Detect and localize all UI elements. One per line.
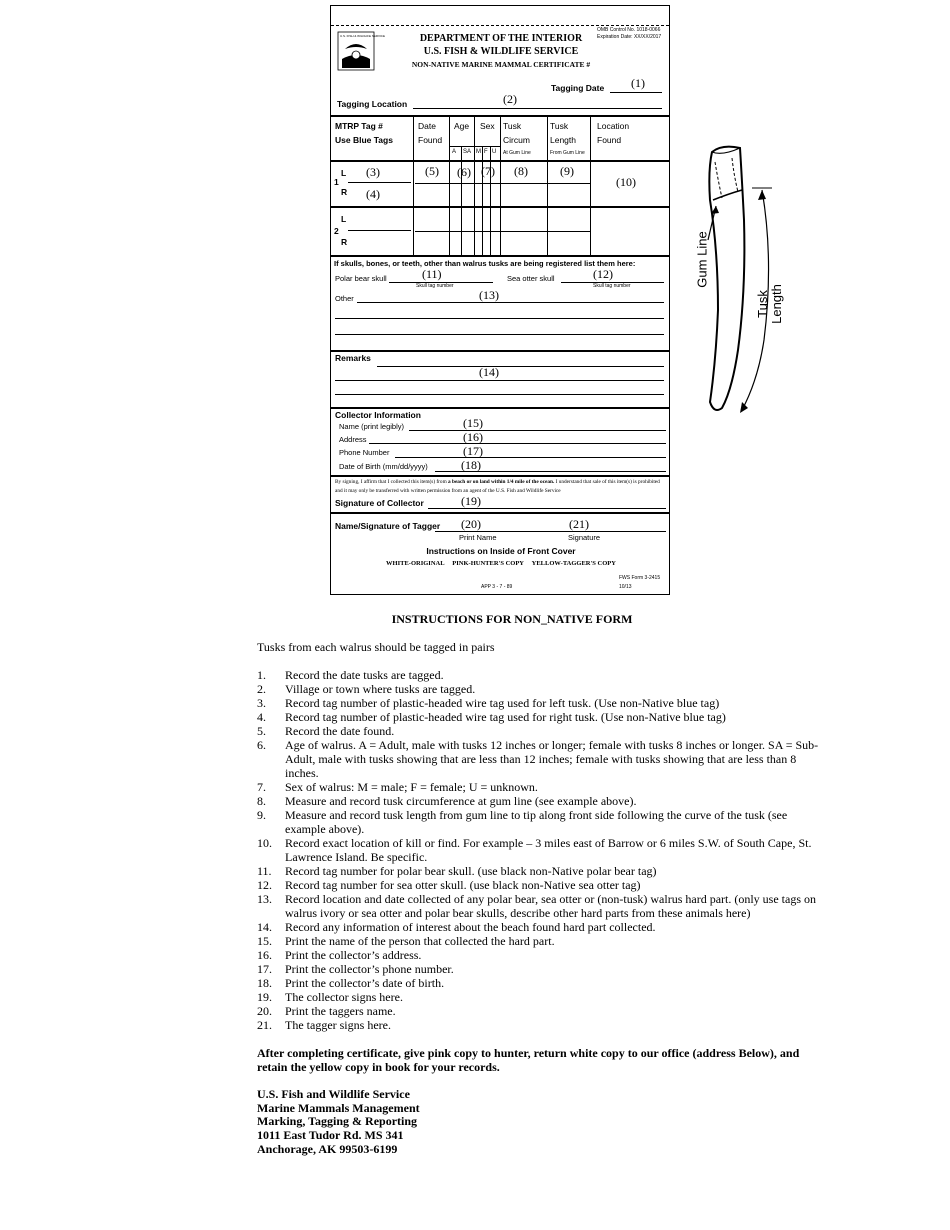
- collector-heading: Collector Information: [335, 410, 421, 420]
- certificate-title: NON-NATIVE MARINE MAMMAL CERTIFICATE #: [411, 60, 591, 69]
- instruction-item: [257, 864, 822, 878]
- address-line: U.S. Fish and Wildlife Service: [257, 1087, 410, 1101]
- marker-12: (12): [593, 267, 613, 281]
- instruction-item: [257, 934, 822, 948]
- instruction-text: Measure and record tusk length from gum line to tip along front side following the curve of the tusk (see example above).: [285, 808, 788, 836]
- address-line: Marking, Tagging & Reporting: [257, 1114, 418, 1129]
- polar-bear-tag-caption: Skull tag number: [416, 283, 454, 289]
- marker-13: (13): [479, 288, 499, 302]
- instruction-item: [257, 836, 822, 864]
- header-location: Location: [597, 121, 630, 131]
- tusk-diagram: [682, 140, 792, 430]
- instruction-item: [257, 808, 822, 836]
- row1-number: 1: [334, 177, 339, 187]
- instruction-item: [257, 696, 822, 710]
- instruction-item: [257, 920, 822, 934]
- instruction-text: Record tag number for polar bear skull. (use black non-Native polar bear tag): [285, 864, 657, 878]
- marker-3: (3): [366, 165, 380, 179]
- instructions-title: INSTRUCTIONS FOR NON_NATIVE FORM: [391, 612, 633, 626]
- instruction-number: 2.: [257, 682, 266, 696]
- instruction-item: [257, 990, 822, 1004]
- other-field-line-2[interactable]: [335, 318, 664, 319]
- row1-left-tag-field[interactable]: [348, 182, 411, 183]
- instruction-item: [257, 668, 822, 682]
- affirmation-text: [335, 478, 668, 496]
- copy-distribution: WHITE-ORIGINAL PINK-HUNTER'S COPY YELLOW-TAGGER'S COPY: [386, 560, 616, 567]
- instruction-number: 4.: [257, 710, 266, 724]
- instruction-text: Print the name of the person that collected the hard part.: [285, 934, 555, 948]
- header-tusk-circ-1: Tusk: [503, 121, 522, 131]
- instruction-number: 18.: [257, 976, 272, 990]
- marker-20: (20): [461, 517, 481, 531]
- row2-right-label: R: [341, 237, 348, 247]
- form-revision: 10/13: [619, 584, 632, 590]
- gum-line-label: Gum Line: [694, 231, 710, 288]
- tusk-length-label: Tusk Length: [755, 284, 784, 324]
- age-sa: SA: [463, 149, 472, 155]
- instruction-item: [257, 724, 822, 738]
- marker-17: (17): [463, 444, 483, 458]
- instruction-item: [257, 682, 822, 696]
- row2-left-tag-field[interactable]: [348, 230, 411, 231]
- name-label: Name (print legibly): [339, 422, 405, 431]
- office-address: [257, 1088, 420, 1157]
- instruction-text: Village or town where tusks are tagged.: [285, 682, 476, 696]
- instruction-item: [257, 780, 822, 794]
- marker-4: (4): [366, 187, 380, 201]
- closing-instructions: After completing certificate, give pink copy to hunter, return white copy to our office (address Below), and retain the yellow copy in book for your records.: [257, 1046, 800, 1074]
- instruction-text: Record any information of interest about the beach found hard part collected.: [285, 920, 656, 934]
- remarks-field[interactable]: [377, 366, 664, 367]
- collector-phone-field[interactable]: [395, 457, 666, 458]
- row2-number: 2: [334, 226, 339, 236]
- header-date: Date: [418, 121, 436, 131]
- marker-9: (9): [560, 164, 574, 178]
- instruction-item: [257, 948, 822, 962]
- remarks-field-line-2[interactable]: [335, 380, 664, 381]
- tear-line: [331, 25, 669, 26]
- instruction-number: 15.: [257, 934, 272, 948]
- instruction-text: Record the date tusks are tagged.: [285, 668, 444, 682]
- age-a: A: [452, 149, 457, 155]
- header-from-gum-line: From Gum Line: [550, 150, 585, 156]
- instruction-item: [257, 892, 822, 920]
- address-label: Address: [339, 435, 367, 444]
- instruction-text: Sex of walrus: M = male; F = female; U = unknown.: [285, 780, 538, 794]
- instruction-number: 21.: [257, 1018, 272, 1032]
- instruction-text: Print the taggers name.: [285, 1004, 396, 1018]
- instruction-text: Measure and record tusk circumference at gum line (see example above).: [285, 794, 637, 808]
- instruction-number: 1.: [257, 668, 266, 682]
- marker-14: (14): [479, 365, 499, 379]
- remarks-label: Remarks: [335, 353, 371, 363]
- instruction-number: 7.: [257, 780, 266, 794]
- instruction-number: 19.: [257, 990, 272, 1004]
- marker-5: (5): [425, 164, 439, 178]
- instruction-number: 8.: [257, 794, 266, 808]
- marker-15: (15): [463, 416, 483, 430]
- instruction-item: [257, 962, 822, 976]
- instruction-number: 10.: [257, 836, 272, 850]
- instructions-reference: Instructions on Inside of Front Cover: [426, 546, 576, 556]
- instruction-number: 12.: [257, 878, 272, 892]
- instruction-item: [257, 1018, 822, 1032]
- expiration-date: Expiration Date: XX/XX/2017: [597, 34, 662, 40]
- print-name-caption: Print Name: [459, 533, 497, 542]
- skulls-heading: If skulls, bones, or teeth, other than walrus tusks are being registered list them here:: [334, 259, 636, 268]
- instruction-item: [257, 976, 822, 990]
- instruction-item: [257, 794, 822, 808]
- certificate-form: [330, 5, 670, 595]
- header-tusk-len-1: Tusk: [550, 121, 569, 131]
- instruction-text: Record tag number of plastic-headed wire tag used for left tusk. (Use non-Native blue tag): [285, 696, 720, 710]
- address-line: Marine Mammals Management: [257, 1100, 420, 1115]
- tagging-date-label: Tagging Date: [551, 83, 605, 93]
- instruction-number: 6.: [257, 738, 266, 752]
- other-field-line-3[interactable]: [335, 334, 664, 335]
- signature-caption: Signature: [568, 533, 601, 542]
- collector-address-field[interactable]: [369, 443, 666, 444]
- instruction-text: Record tag number of plastic-headed wire tag used for right tusk. (Use non-Native blue tag): [285, 710, 726, 724]
- instruction-item: [257, 878, 822, 892]
- tagging-date-field[interactable]: [610, 92, 662, 93]
- fws-form-number: FWS Form 3-2415: [619, 575, 661, 581]
- sex-m: M: [476, 149, 481, 155]
- instruction-number: 9.: [257, 808, 266, 822]
- tagging-location-field[interactable]: [413, 108, 662, 109]
- instruction-item: [257, 710, 822, 724]
- agency-title: U.S. FISH & WILDLIFE SERVICE: [423, 46, 579, 57]
- instruction-text: The collector signs here.: [285, 990, 403, 1004]
- marker-18: (18): [461, 458, 481, 472]
- affirmation-pre: By signing, I affirm that I collected this item(s) from: [335, 479, 449, 485]
- other-field[interactable]: [357, 302, 664, 303]
- instruction-item: [257, 1004, 822, 1018]
- dob-label: Date of Birth (mm/dd/yyyy): [339, 462, 428, 471]
- header-location-found: Found: [597, 135, 622, 145]
- instruction-number: 13.: [257, 892, 272, 906]
- instruction-text: Record exact location of kill or find. For example – 3 miles east of Barrow or 6 miles S.W. of South Cape, St. Lawrence Island. Be specific.: [285, 836, 812, 864]
- row1-left-label: L: [341, 168, 347, 178]
- sea-otter-tag-caption: Skull tag number: [593, 283, 631, 289]
- instruction-number: 3.: [257, 696, 266, 710]
- instruction-text: Print the collector’s phone number.: [285, 962, 454, 976]
- omb-control: OMB Control No. 1018-0066: [597, 27, 661, 33]
- instruction-number: 17.: [257, 962, 272, 976]
- instruction-text: Record location and date collected of any polar bear, sea otter or (non-tusk) walrus hard part. (only use tags on walrus ivory or sea otter and polar bear skulls, describe other hard parts from these animals here): [285, 892, 816, 920]
- marker-1: (1): [631, 76, 645, 90]
- tagger-label: Name/Signature of Tagger: [335, 521, 441, 531]
- address-line: 1011 East Tudor Rd. MS 341: [257, 1128, 404, 1143]
- instruction-text: Print the collector’s date of birth.: [285, 976, 445, 990]
- logo-text: U.S. FISH & WILDLIFE SERVICE: [340, 34, 385, 38]
- instruction-number: 14.: [257, 920, 272, 934]
- sea-otter-label: Sea otter skull: [507, 274, 555, 283]
- instruction-number: 11.: [257, 864, 272, 878]
- marker-2: (2): [503, 92, 517, 106]
- instruction-text: Record the date found.: [285, 724, 395, 738]
- other-label: Other: [335, 294, 354, 303]
- row1-right-label: R: [341, 187, 348, 197]
- marker-21: (21): [569, 517, 589, 531]
- header-tusk-circ-2: Circum: [503, 135, 530, 145]
- instructions-list: [257, 668, 822, 1032]
- instruction-text: The tagger signs here.: [285, 1018, 391, 1032]
- instructions-intro: Tusks from each walrus should be tagged in pairs: [257, 640, 495, 654]
- app-code: APP 3 - 7 - 89: [481, 584, 513, 590]
- sex-u: U: [492, 149, 497, 155]
- instruction-text: Record tag number for sea otter skull. (use black non-Native sea otter tag): [285, 878, 641, 892]
- header-mtrp: MTRP Tag #: [335, 121, 383, 131]
- header-age: Age: [454, 121, 470, 131]
- address-line: Anchorage, AK 99503-6199: [257, 1141, 398, 1156]
- marker-6: (6): [457, 165, 471, 179]
- instruction-number: 20.: [257, 1004, 272, 1018]
- instruction-text: Age of walrus. A = Adult, male with tusks 12 inches or longer; female with tusks 8 inches or longer. SA = Sub-Adult, male with tusks showing that are less than 12 inches; female with tusks showing that are less than 8 inches.: [285, 738, 819, 780]
- marker-10: (10): [616, 175, 636, 189]
- header-sex: Sex: [480, 121, 495, 131]
- signature-collector-label: Signature of Collector: [335, 498, 424, 508]
- affirmation-post: I understand that sale of this item(s) is prohibited and it may only be transferred with written permission from an agent of the U.S. Fish and Wildlife Service: [335, 479, 660, 494]
- collector-name-field[interactable]: [409, 430, 666, 431]
- remarks-field-line-3[interactable]: [335, 394, 664, 395]
- tagging-location-label: Tagging Location: [337, 99, 408, 109]
- instruction-number: 16.: [257, 948, 272, 962]
- marker-16: (16): [463, 430, 483, 444]
- marker-8: (8): [514, 164, 528, 178]
- instruction-number: 5.: [257, 724, 266, 738]
- phone-label: Phone Number: [339, 448, 390, 457]
- instruction-text: Print the collector’s address.: [285, 948, 422, 962]
- sex-f: F: [484, 149, 488, 155]
- dept-title: DEPARTMENT OF THE INTERIOR: [419, 33, 583, 44]
- header-found: Found: [418, 135, 443, 145]
- instruction-item: [257, 738, 822, 780]
- row2-left-label: L: [341, 214, 347, 224]
- header-tusk-len-2: Length: [550, 135, 576, 145]
- marker-11: (11): [422, 267, 442, 281]
- polar-bear-label: Polar bear skull: [335, 274, 387, 283]
- marker-7: (7): [481, 164, 495, 178]
- header-blue-tags: Use Blue Tags: [335, 135, 393, 145]
- affirmation-bold: a beach or on land within 1/4 mile of the ocean.: [448, 479, 555, 485]
- header-at-gum-line: At Gum Line: [503, 150, 531, 156]
- marker-19: (19): [461, 494, 481, 508]
